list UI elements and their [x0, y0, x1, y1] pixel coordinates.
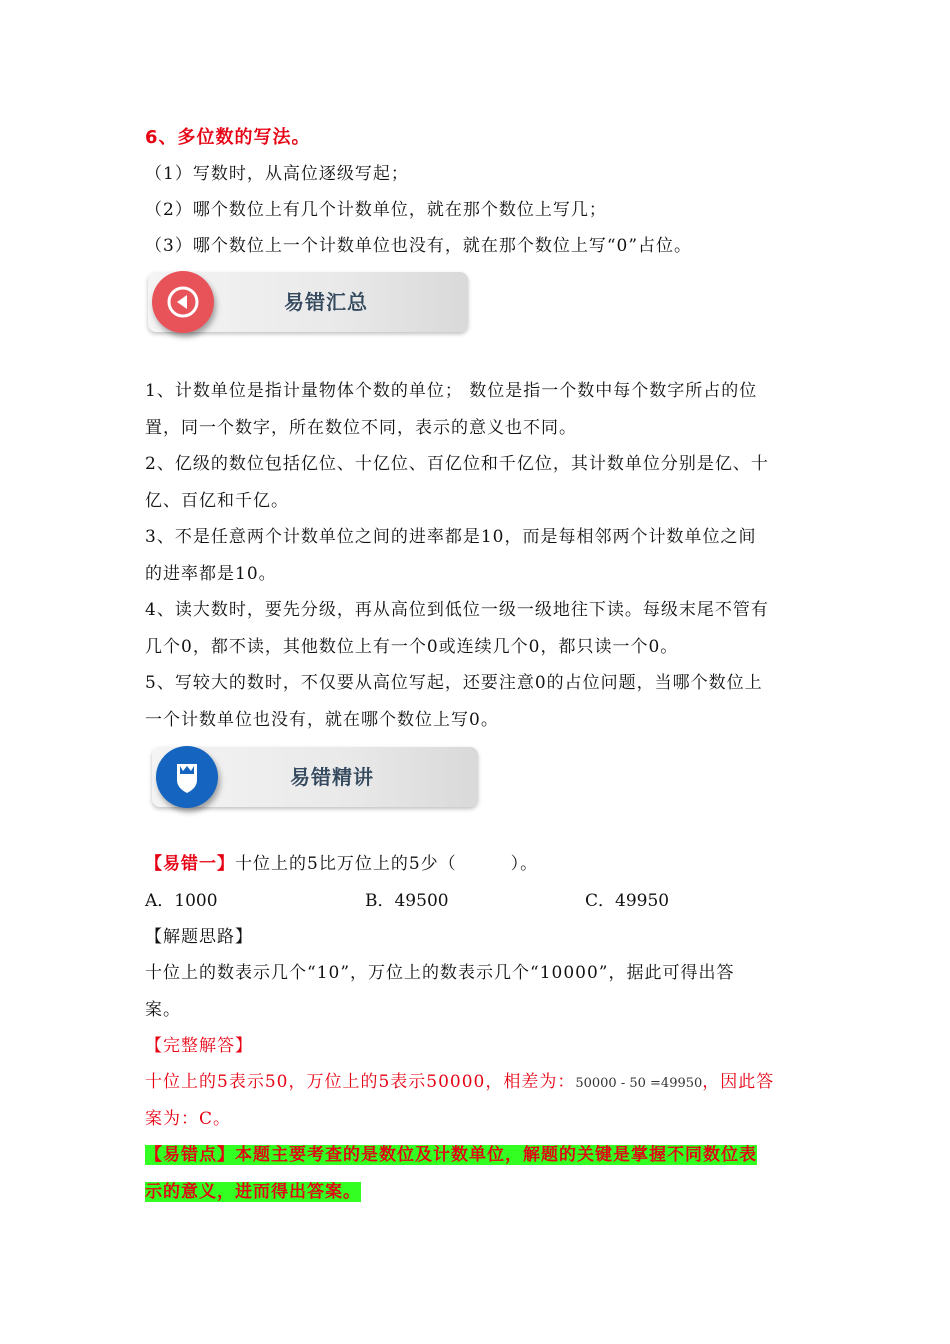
summary-line: 一个计数单位也没有，就在哪个数位上写0。: [145, 710, 499, 730]
pitfall-line-2: [145, 1180, 361, 1204]
pitfall-tag: 【易错点】: [145, 1145, 235, 1165]
pitfall-line-1: [145, 1143, 757, 1167]
answer-text: 十位上的5表示50，万位上的5表示50000，相差为：: [145, 1072, 576, 1092]
question-line: [145, 852, 538, 876]
option-a: A．1000: [145, 891, 218, 911]
section-title: 6、多位数的写法。: [145, 127, 311, 148]
question-text: 十位上的5比万位上的5少（ ）。: [235, 854, 539, 874]
answer-text-cont: ，因此答: [702, 1072, 775, 1092]
summary-line: 置，同一个数字，所在数位不同，表示的意义也不同。: [145, 418, 577, 438]
analysis-line: 案。: [145, 1000, 181, 1020]
banner-title: 易错精讲: [290, 765, 374, 789]
summary-line: 2、亿级的数位包括亿位、十亿位、百亿位和千亿位，其计数单位分别是亿、十: [145, 454, 769, 474]
answer-formula: 50000 - 50 =49950: [575, 1076, 703, 1091]
option-b: B．49500: [365, 891, 449, 911]
banner-mistake-summary: [148, 272, 468, 332]
analysis-line: 十位上的数表示几个“10”，万位上的数表示几个“10000”，据此可得出答: [145, 963, 735, 983]
summary-line: 4、读大数时，要先分级，再从高位到低位一级一级地往下读。每级末尾不管有: [145, 600, 769, 620]
question-tag: 【易错一】: [145, 854, 235, 874]
shield-icon: [156, 746, 218, 808]
banner-title: 易错汇总: [284, 290, 368, 314]
pitfall-text: 本题主要考查的是数位及计数单位，解题的关键是掌握不同数位表: [235, 1145, 757, 1165]
option-c: C．49950: [585, 891, 670, 911]
analysis-heading: 【解题思路】: [145, 927, 253, 947]
summary-line: 1、计数单位是指计量物体个数的单位； 数位是指一个数中每个数字所占的位: [145, 381, 758, 401]
section-item-2: （2）哪个数位上有几个计数单位，就在那个数位上写几；: [145, 200, 607, 220]
summary-line: 几个0，都不读，其他数位上有一个0或连续几个0，都只读一个0。: [145, 637, 679, 657]
pitfall-text-cont: 示的意义，进而得出答案。: [145, 1182, 361, 1202]
answer-heading: 【完整解答】: [145, 1036, 253, 1056]
answer-line-1: [145, 1070, 774, 1096]
banner-mistake-explained: [152, 747, 478, 807]
section-item-3: （3）哪个数位上一个计数单位也没有，就在那个数位上写“0”占位。: [145, 236, 693, 256]
play-left-icon: [152, 271, 214, 333]
summary-line: 3、不是任意两个计数单位之间的进率都是10，而是每相邻两个计数单位之间: [145, 527, 757, 547]
summary-line: 的进率都是10。: [145, 564, 277, 584]
summary-line: 亿、百亿和千亿。: [145, 491, 289, 511]
section-item-1: （1）写数时，从高位逐级写起；: [145, 164, 409, 184]
summary-line: 5、写较大的数时，不仅要从高位写起，还要注意0的占位问题，当哪个数位上: [145, 673, 763, 693]
answer-line-2: 案为：C。: [145, 1109, 232, 1129]
